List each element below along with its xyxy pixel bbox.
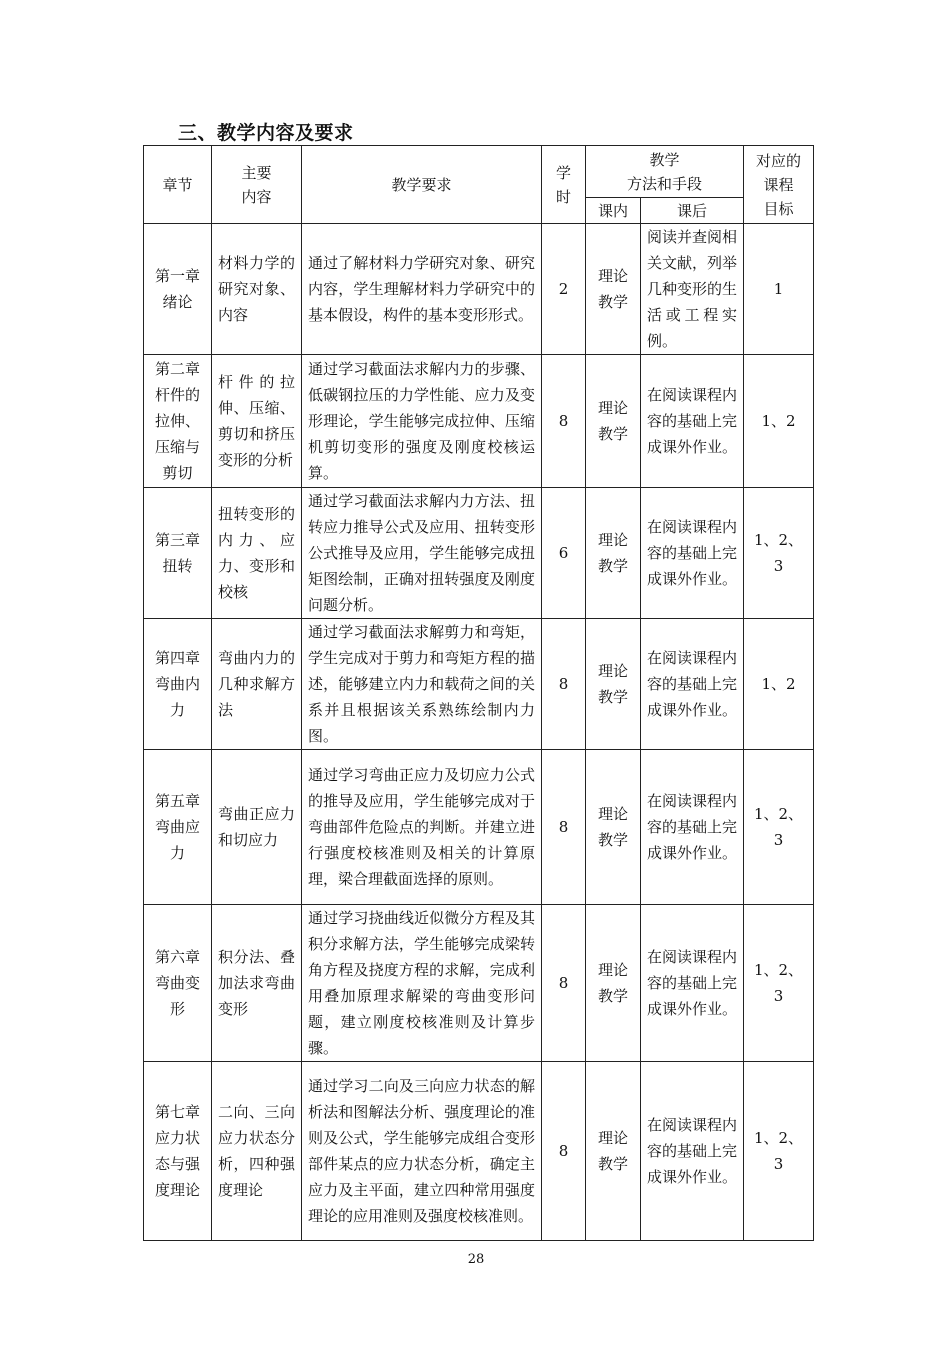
table-row	[144, 1062, 814, 1241]
objective-cell: 1、2	[744, 619, 814, 750]
after-class-cell: 在阅读课程内容的基础上完成课外作业。	[641, 488, 744, 619]
objective-cell: 1、2	[744, 355, 814, 488]
content-cell: 积分法、叠加法求弯曲变形	[212, 905, 302, 1062]
hours-cell: 8	[542, 750, 586, 905]
hours-cell: 8	[542, 1062, 586, 1241]
objective-cell: 1、2、3	[744, 750, 814, 905]
table-row	[144, 488, 814, 619]
header-objective: 对应的 课程 目标	[744, 146, 814, 224]
table-row	[144, 619, 814, 750]
objective-cell: 1、2、3	[744, 905, 814, 1062]
section-title: 三、教学内容及要求	[178, 122, 354, 144]
in-class-cell: 理论 教学	[586, 619, 641, 750]
in-class-cell: 理论 教学	[586, 224, 641, 355]
header-in-class: 课内	[586, 198, 641, 224]
requirement-cell: 通过学习二向及三向应力状态的解析法和图解法分析、强度理论的准则及公式，学生能够完成组合变形部件某点的应力状态分析，确定主应力及主平面，建立四种常用强度理论的应用准则及强度校核准则。	[302, 1062, 542, 1241]
header-content: 主要 内容	[212, 146, 302, 224]
objective-cell: 1	[744, 224, 814, 355]
in-class-cell: 理论 教学	[586, 488, 641, 619]
table-row	[144, 355, 814, 488]
content-cell: 二向、三向应力状态分析，四种强度理论	[212, 1062, 302, 1241]
content-cell: 弯曲内力的几种求解方法	[212, 619, 302, 750]
requirement-cell: 通过学习截面法求解内力的步骤、低碳钢拉压的力学性能、应力及变形理论，学生能够完成拉伸、压缩机剪切变形的强度及刚度校核运算。	[302, 355, 542, 488]
in-class-cell: 理论 教学	[586, 905, 641, 1062]
header-method-group: 教学 方法和手段	[586, 146, 744, 198]
chapter-cell: 第七章 应力状 态与强 度理论	[144, 1062, 212, 1241]
after-class-cell: 在阅读课程内容的基础上完成课外作业。	[641, 355, 744, 488]
objective-cell: 1、2、3	[744, 488, 814, 619]
hours-cell: 8	[542, 355, 586, 488]
chapter-cell: 第二章 杆件的 拉伸、 压缩与 剪切	[144, 355, 212, 488]
hours-cell: 8	[542, 619, 586, 750]
hours-cell: 6	[542, 488, 586, 619]
requirement-cell: 通过学习挠曲线近似微分方程及其积分求解方法，学生能够完成梁转角方程及挠度方程的求解，完成利用叠加原理求解梁的弯曲变形问题，建立刚度校核准则及计算步骤。	[302, 905, 542, 1062]
in-class-cell: 理论 教学	[586, 750, 641, 905]
chapter-cell: 第三章 扭转	[144, 488, 212, 619]
after-class-cell: 阅读并查阅相关文献，列举几种变形的生活或工程实例。	[641, 224, 744, 355]
hours-cell: 2	[542, 224, 586, 355]
after-class-cell: 在阅读课程内容的基础上完成课外作业。	[641, 1062, 744, 1241]
after-class-cell: 在阅读课程内容的基础上完成课外作业。	[641, 905, 744, 1062]
content-cell: 杆件的拉伸、压缩、剪切和挤压变形的分析	[212, 355, 302, 488]
header-after-class: 课后	[641, 198, 744, 224]
header-requirement: 教学要求	[302, 146, 542, 224]
in-class-cell: 理论 教学	[586, 1062, 641, 1241]
chapter-cell: 第一章 绪论	[144, 224, 212, 355]
page-number: 28	[467, 1252, 485, 1267]
content-cell: 扭转变形的内力、应力、变形和校核	[212, 488, 302, 619]
table-row	[144, 224, 814, 355]
chapter-cell: 第六章 弯曲变 形	[144, 905, 212, 1062]
syllabus-table	[143, 145, 814, 1241]
after-class-cell: 在阅读课程内容的基础上完成课外作业。	[641, 750, 744, 905]
chapter-cell: 第五章 弯曲应 力	[144, 750, 212, 905]
table-row	[144, 750, 814, 905]
content-cell: 材料力学的研究对象、内容	[212, 224, 302, 355]
objective-cell: 1、2、3	[744, 1062, 814, 1241]
requirement-cell: 通过学习弯曲正应力及切应力公式的推导及应用，学生能够完成对于弯曲部件危险点的判断。并建立进行强度校核准则及相关的计算原理，梁合理截面选择的原则。	[302, 750, 542, 905]
header-chapter: 章节	[144, 146, 212, 224]
content-cell: 弯曲正应力和切应力	[212, 750, 302, 905]
in-class-cell: 理论 教学	[586, 355, 641, 488]
chapter-cell: 第四章 弯曲内 力	[144, 619, 212, 750]
requirement-cell: 通过学习截面法求解内力方法、扭转应力推导公式及应用、扭转变形公式推导及应用，学生能够完成扭矩图绘制，正确对扭转强度及刚度问题分析。	[302, 488, 542, 619]
requirement-cell: 通过了解材料力学研究对象、研究内容，学生理解材料力学研究中的基本假设，构件的基本变形形式。	[302, 224, 542, 355]
after-class-cell: 在阅读课程内容的基础上完成课外作业。	[641, 619, 744, 750]
hours-cell: 8	[542, 905, 586, 1062]
table-row	[144, 905, 814, 1062]
requirement-cell: 通过学习截面法求解剪力和弯矩，学生完成对于剪力和弯矩方程的描述，能够建立内力和载荷之间的关系并且根据该关系熟练绘制内力图。	[302, 619, 542, 750]
header-hours: 学 时	[542, 146, 586, 224]
